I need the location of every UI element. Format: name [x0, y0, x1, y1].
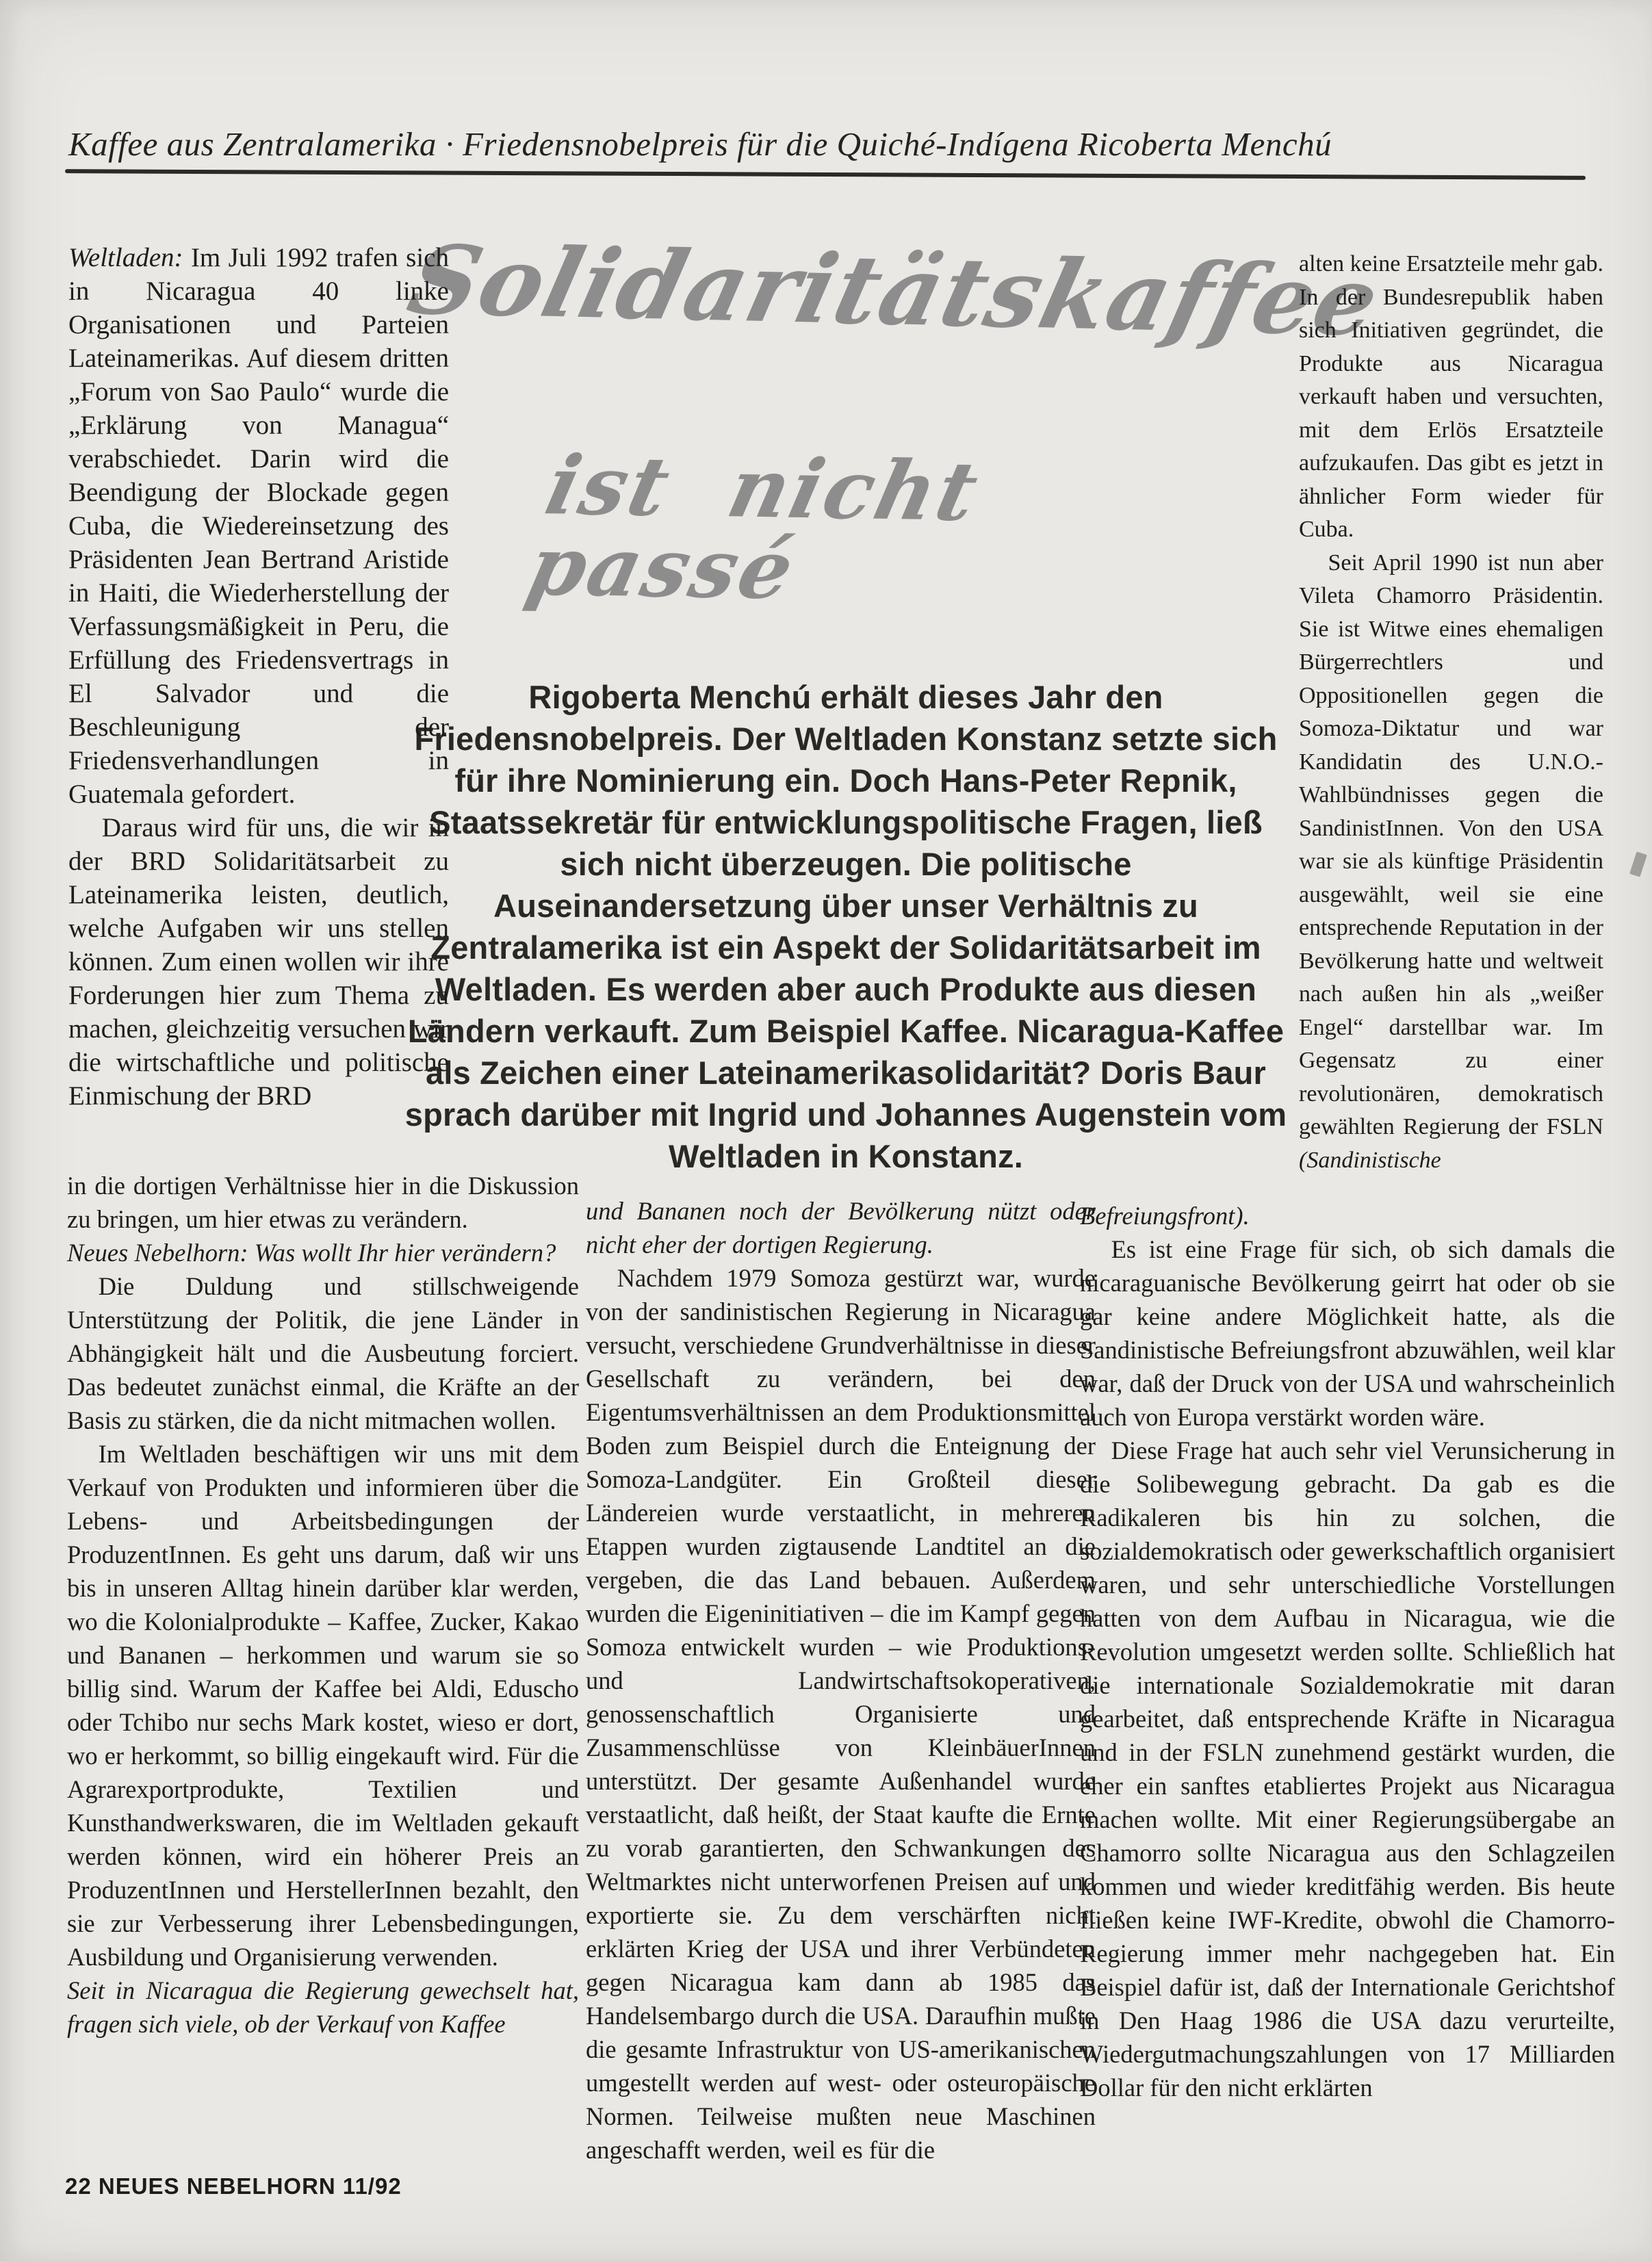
middle-column — [586, 1194, 1096, 2167]
headline-line2: ist nicht passé — [519, 437, 989, 618]
kicker-underline — [65, 169, 1586, 180]
paragraph — [1299, 547, 1603, 1178]
paragraph: Diese Frage hat auch sehr viel Verunsicherung in die Solibewegung gebracht. Da gab es die Radikaleren bis hin zu solchen, die sozialdemokratisch oder gewerkschaftlich organisiert waren, und sehr unterschiedliche Vorstellungen hatten von dem Aufbau in Nicaragua, wie die Revolution umgesetzt werden sollte. Schließlich hat die internationale Sozialdemokratie mit daran gearbeitet, daß entsprechende Kräfte in Nicaragua und in der FSLN zunehmend gestärkt wurden, die eher ein sanftes etabliertes Projekt aus Nicaragua machen wollte. Mit einer Regierungsübergabe an Chamorro sollte Nicaragua aus den Schlagzeilen kommen und wieder kreditfähig werden. Bis heute fließen keine IWF-Kredite, obwohl die Chamorro-Regierung immer mehr nachgegeben hat. Ein Beispiel dafür ist, daß der Internationale Gerichtshof in Den Haag 1986 die USA dazu verurteilte, Wiedergutmachungszahlungen von 17 Milliarden Dollar für den nicht erklärten — [1080, 1436, 1615, 2102]
paragraph: alten keine Ersatzteile mehr gab. In der Bundesrepublik haben sich Initiativen gegründet, die Produkte aus Nicaragua verkauft haben und versuchten, mit dem Erlös Ersatzteile aufzukaufen. Das gibt es jetzt in ähnlicher Form wieder für Cuba. — [1299, 251, 1603, 542]
interview-question: Neues Nebelhorn: Was wollt Ihr hier verändern? — [67, 1239, 556, 1267]
paragraph: Daraus wird für uns, die wir in der BRD Solidaritätsarbeit zu Lateinamerika leisten, deutlich, welche Aufgaben wir uns stellen können. Zum einen wollen wir ihre Forderungen hier zum Thema zu machen, gleichzeitig versuchen wir die wirtschaftliche und politische Einmischung der BRD — [68, 813, 449, 1111]
paragraph-lead-italic: Weltladen: — [68, 243, 183, 272]
paragraph-text: Im Juli 1992 trafen sich in Nicaragua 40 linke Organisationen und Parteien Lateinamerikas. Auf diesem dritten „Forum von Sao Paulo“ wurde die „Erklärung von Managua“ verabschiedet. Darin wird die Beendigung der Blockade gegen Cuba, die Wiedereinsetzung des Präsidenten Jean Bertrand Aristide in Haiti, die Wiederherstellung der Verfassungsmäßigkeit in Peru, die Erfüllung des Friedensvertrags in El Salvador und die Beschleunigung der Friedensverhandlungen in Guatemala gefordert. — [68, 243, 449, 809]
paragraph: Die Duldung und stillschweigende Unterstützung der Politik, die jene Länder in Abhängigkeit hält und die Ausbeutung forciert. Das bedeutet zunächst einmal, die Kräfte an der Basis zu stärken, die da nicht mitmachen wollen. — [67, 1272, 579, 1434]
paragraph-italic: Seit in Nicaragua die Regierung gewechselt hat, fragen sich viele, ob der Verkauf von Kaffee — [67, 1976, 579, 2038]
left-column-wide — [67, 1169, 579, 2041]
scan-artifact-mark — [1629, 851, 1647, 877]
intro-paragraph: Rigoberta Menchú erhält dieses Jahr den Friedensnobelpreis. Der Weltladen Konstanz setzte sich für ihre Nominierung ein. Doch Hans-Peter Repnik, Staatssekretär für entwicklungspolitische Fragen, ließ sich nicht überzeugen. Die politische Auseinandersetzung über unser Verhältnis zu Zentralamerika ist ein Aspekt der Solidaritätsarbeit im Weltladen. Es werden aber auch Produkte aus diesen Ländern verkauft. Zum Beispiel Kaffee. Nicaragua-Kaffee als Zeichen einer Lateinamerikasolidarität? Doris Baur sprach darüber mit Ingrid und Johannes Augenstein vom Weltladen in Konstanz. — [404, 679, 1287, 1174]
right-column-wide — [1080, 1199, 1615, 2104]
right-column-narrow — [1299, 248, 1603, 1177]
kicker-headline: Kaffee aus Zentralamerika · Friedensnobelpreis für die Quiché-Indígena Ricoberta Menchú — [68, 125, 1332, 163]
page-footer: 22 NEUES NEBELHORN 11/92 — [65, 2173, 402, 2199]
paragraph: Nachdem 1979 Somoza gestürzt war, wurde von der sandinistischen Regierung in Nicaragua versucht, verschiedene Grundverhältnisse in dieser Gesellschaft zu verändern, bei den Eigentumsverhältnissen an dem Produktionsmittel Boden zum Beispiel durch die Enteignung der Somoza-Landgüter. Ein Großteil dieser Ländereien wurde verstaatlicht, in mehreren Etappen wurden zigtausende Landtitel an die vergeben, die das Land bebauen. Außerdem wurden die Eigeninitiativen – die im Kampf gegen Somoza entwickelt wurden – wie Produktions- und Landwirtschaftsokoperativen, genossenschaftlich Organisierte und Zusammenschlüsse von KleinbäuerInnen unterstützt. Der gesamte Außenhandel wurde verstaatlicht, daß heißt, der Staat kaufte die Ernte zu vorab garantierten, den Schwankungen des Weltmarktes nicht unterworfenen Preisen auf und exportierte sie. Zu dem verschärften nicht erklärten Krieg der USA und ihrer Verbündeten gegen Nicaragua kam dann ab 1985 das Handelsembargo durch die USA. Daraufhin mußte die gesamte Infrastruktur von US-amerikanischen umgestellt werden auf west- oder osteuropäische Normen. Teilweise mußten neue Maschinen angeschafft werden, weil es für die — [586, 1264, 1096, 2164]
headline-line1: Solidaritätskaffee — [398, 224, 1391, 358]
paragraph: Im Weltladen beschäftigen wir uns mit dem Verkauf von Produkten und informieren über die Lebens- und Arbeitsbedingungen der ProduzentInnen. Es geht uns darum, daß wir uns bis in unseren Alltag hinein darüber klar werden, wo die Kolonialprodukte – Kaffee, Zucker, Kakao und Bananen – herkommen und warum sie so billig sind. Warum der Kaffee bei Aldi, Eduscho oder Tchibo nur sechs Mark kostet, wieso er dort, wo er herkommt, so billig eingekauft wird. Für die Agrarexportprodukte, Textilien und Kunsthandwerkswaren, die im Weltladen gekauft werden können, wird ein höherer Preis an ProduzentInnen und HerstellerInnen bezahlt, den sie zur Verbesserung ihrer Lebensbedingungen, Ausbildung und Organisierung verwenden. — [67, 1440, 579, 1971]
paragraph: in die dortigen Verhältnisse hier in die Diskussion zu bringen, um hier etwas zu verändern. — [67, 1172, 579, 1233]
paragraph-italic: Befreiungsfront). — [1080, 1202, 1250, 1230]
headline-block — [398, 224, 1391, 618]
paragraph — [68, 241, 449, 811]
paragraph-text: Seit April 1990 ist nun aber Vileta Chamorro Präsidentin. Sie ist Witwe eines ehemaligen Bürgerrechtlers und Oppositionellen gegen die Somoza-Diktatur und war Kandidatin des U.N.O.-Wahlbündnisses gegen die SandinistInnen. Von den USA war sie als künftige Präsidentin ausgewählt, weil sie eine entsprechende Reputation in der Bevölkerung hatte und weltweit nach außen hin als „weißer Engel“ darstellbar war. Im Gegensatz zu einer revolutionären, demokratisch gewählten Regierung der FSLN — [1299, 550, 1603, 1139]
paragraph: Es ist eine Frage für sich, ob sich damals die nicaraguanische Bevölkerung geirrt hat oder ob sie gar keine andere Möglichkeit hatte, als die Sandinistische Befreiungsfront abzuwählen, weil klar war, daß der Druck von der USA und wahrscheinlich auch von Europa verstärkt worden wäre. — [1080, 1235, 1615, 1431]
paragraph-italic: und Bananen noch der Bevölkerung nützt oder nicht eher der dortigen Regierung. — [586, 1197, 1096, 1258]
left-column-narrow — [68, 241, 449, 1113]
paragraph-italic-tail: (Sandinistische — [1299, 1147, 1441, 1173]
